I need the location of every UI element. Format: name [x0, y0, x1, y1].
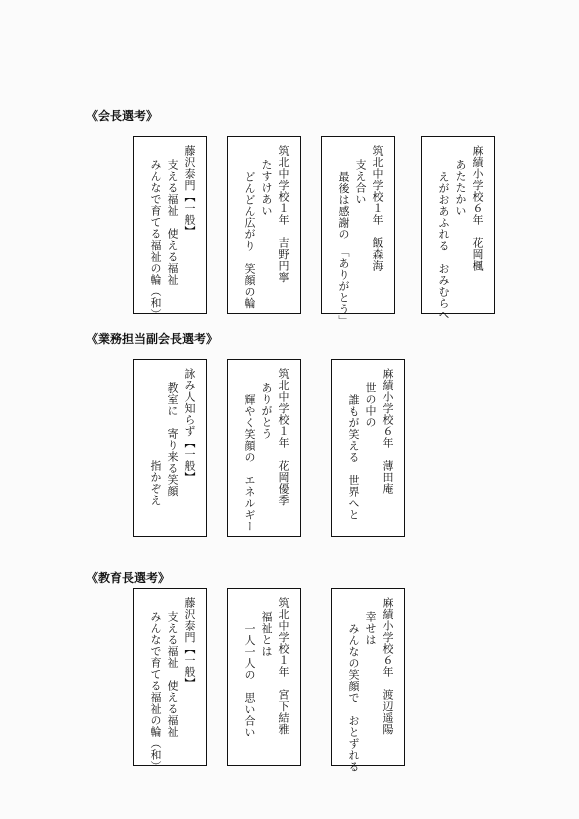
verse-line: 指かぞえ: [149, 460, 162, 506]
verse-line: 最後は感謝の 「ありがとう」: [337, 171, 350, 327]
verse-line: 教室に 寄り来る笑顔: [166, 382, 179, 497]
haiku-card: [227, 588, 301, 766]
verse-line: たすけあい: [260, 159, 273, 217]
verse-line: 支える福祉 使える福祉: [166, 159, 179, 286]
verse-line: 福祉とは: [260, 611, 273, 657]
verse-line: みんなで育てる福祉の輪（和）: [149, 611, 162, 772]
author-line: 藤沢泰門【一般】: [183, 145, 196, 237]
author-line: 麻績小学校６年 薄田庵: [381, 368, 394, 495]
haiku-card: [331, 588, 405, 773]
verse-line: 一人一人の 思い合い: [243, 623, 256, 738]
verse-line: みんなで育てる福祉の輪（和）: [149, 159, 162, 320]
author-line: 筑北中学校１年 宮下結雅: [277, 597, 290, 735]
verse-line: えがおあふれる おみむらへ: [437, 171, 450, 321]
verse-line: 支える福祉 使える福祉: [166, 611, 179, 738]
author-line: 筑北中学校１年 飯森海: [371, 145, 384, 272]
author-line: 藤沢泰門【一般】: [183, 597, 196, 689]
haiku-card: [133, 359, 207, 537]
haiku-card: [421, 136, 495, 321]
author-line: 麻績小学校６年 渡辺遥陽: [381, 597, 394, 735]
verse-line: 支え合い: [354, 159, 367, 205]
verse-line: あたたかい: [454, 159, 467, 217]
author-line: 詠み人知らず【一般】: [183, 368, 196, 483]
section-title-education: 《教育長選考》: [86, 571, 171, 585]
author-line: 麻績小学校６年 花岡楓: [471, 145, 484, 272]
haiku-card: [227, 359, 301, 537]
section-title-president: 《会長選考》: [86, 109, 159, 123]
verse-line: ありがとう: [260, 382, 273, 440]
verse-line: どんどん広がり 笑顔の輪: [243, 171, 256, 309]
author-line: 筑北中学校１年 吉野円寧: [277, 145, 290, 283]
haiku-card: [227, 136, 301, 314]
verse-line: 幸せは: [364, 611, 377, 646]
haiku-card: [321, 136, 395, 327]
section-title-vice-president: 《業務担当副会長選考》: [86, 332, 219, 346]
haiku-card: [133, 588, 207, 772]
verse-line: 世の中の: [364, 382, 377, 428]
verse-line: 誰もが笑える 世界へと: [347, 394, 360, 521]
author-line: 筑北中学校１年 花岡優季: [277, 368, 290, 506]
verse-line: 輝やく笑顔の エネルギー: [243, 394, 256, 532]
verse-line: みんなの笑顔で おとずれる: [347, 623, 360, 773]
haiku-card: [331, 359, 405, 537]
haiku-card: [133, 136, 207, 320]
